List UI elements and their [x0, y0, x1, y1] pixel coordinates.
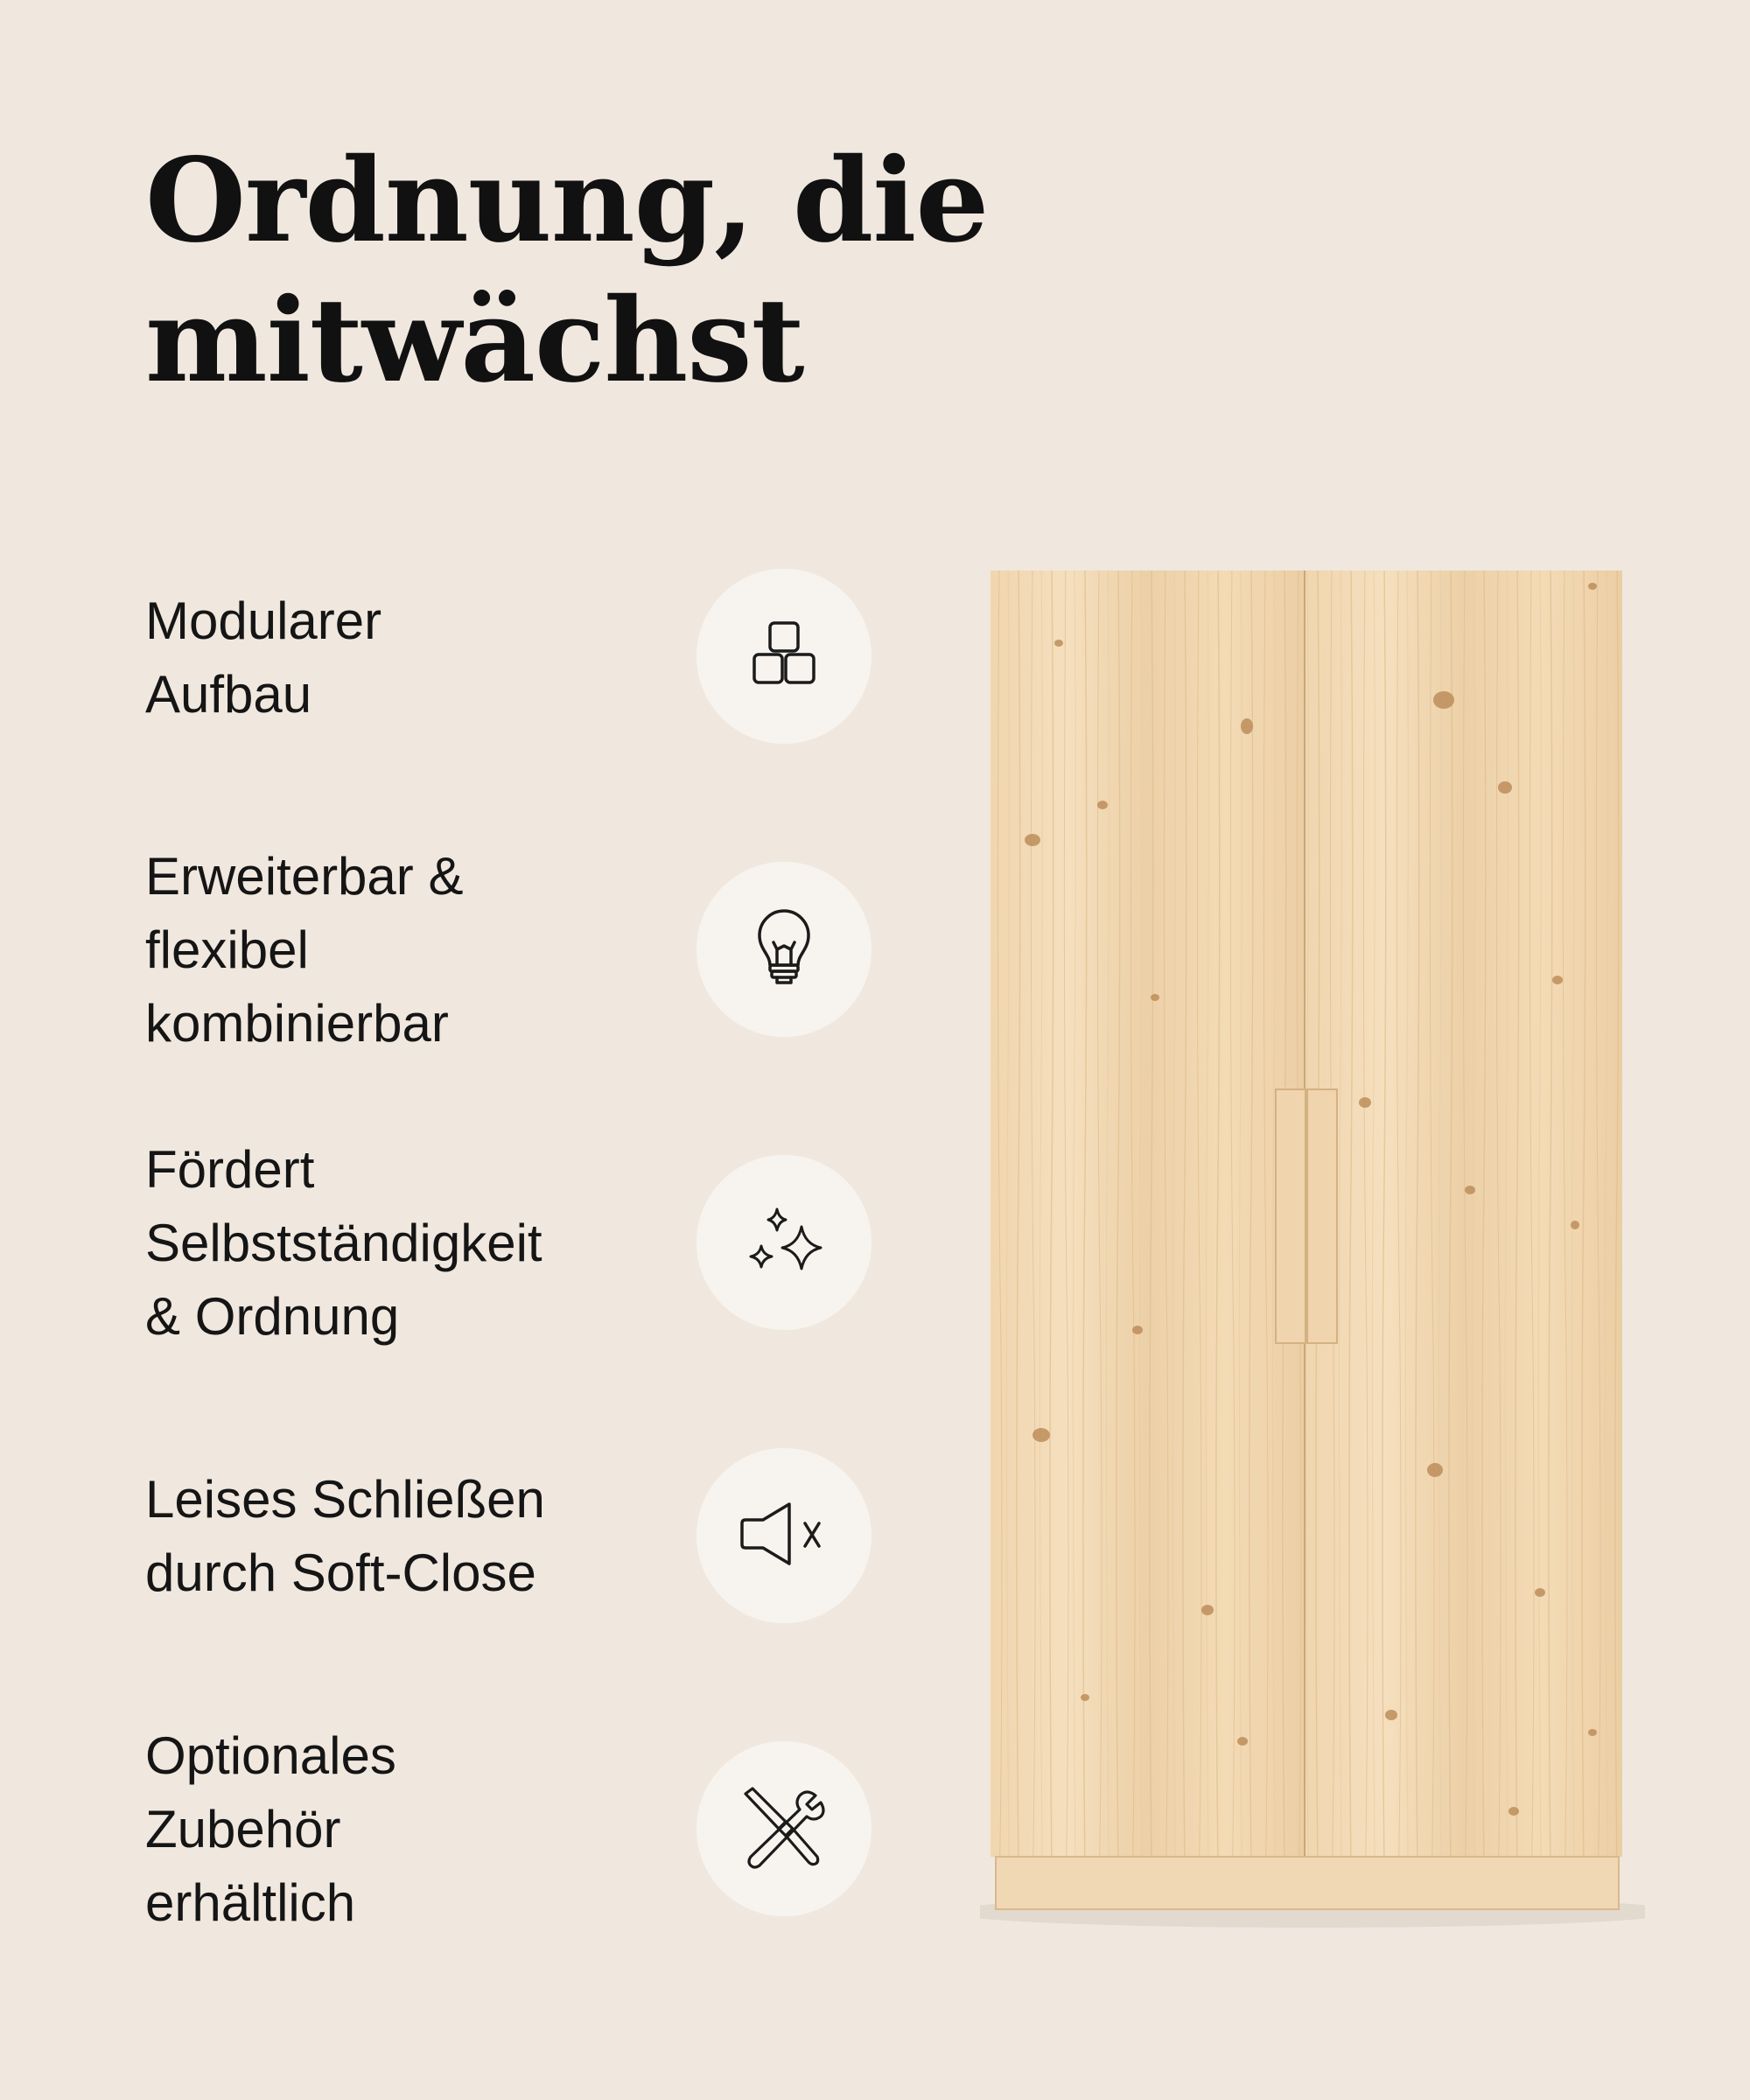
- page-title: [145, 131, 988, 411]
- lightbulb-icon: [732, 897, 836, 1002]
- cubes-icon: [732, 604, 836, 709]
- feature-label-flexible: Erweiterbar & flexibel kombinierbar: [145, 847, 464, 1053]
- tools-icon: [732, 1776, 836, 1881]
- sparkles-icon: [732, 1190, 836, 1295]
- feature-icon-badge-independence: [696, 1155, 872, 1330]
- feature-label-modular: Modularer Aufbau: [145, 592, 382, 724]
- feature-icon-badge-modular: [696, 569, 872, 744]
- feature-label-independence: Fördert Selbstständigkeit & Ordnung: [145, 1140, 542, 1346]
- wardrobe-image: [980, 560, 1645, 1942]
- speaker-mute-icon: [732, 1483, 836, 1588]
- feature-icon-badge-flexible: [696, 862, 872, 1037]
- feature-label-accessories: Optionales Zubehör erhältlich: [145, 1726, 396, 1932]
- feature-icon-badge-accessories: [696, 1741, 872, 1916]
- feature-icon-badge-softclose: [696, 1448, 872, 1623]
- title-line-2: mitwächst: [145, 273, 804, 409]
- feature-label-softclose: Leises Schließen durch Soft-Close: [145, 1470, 545, 1602]
- title-line-1: Ordnung, die: [145, 133, 989, 269]
